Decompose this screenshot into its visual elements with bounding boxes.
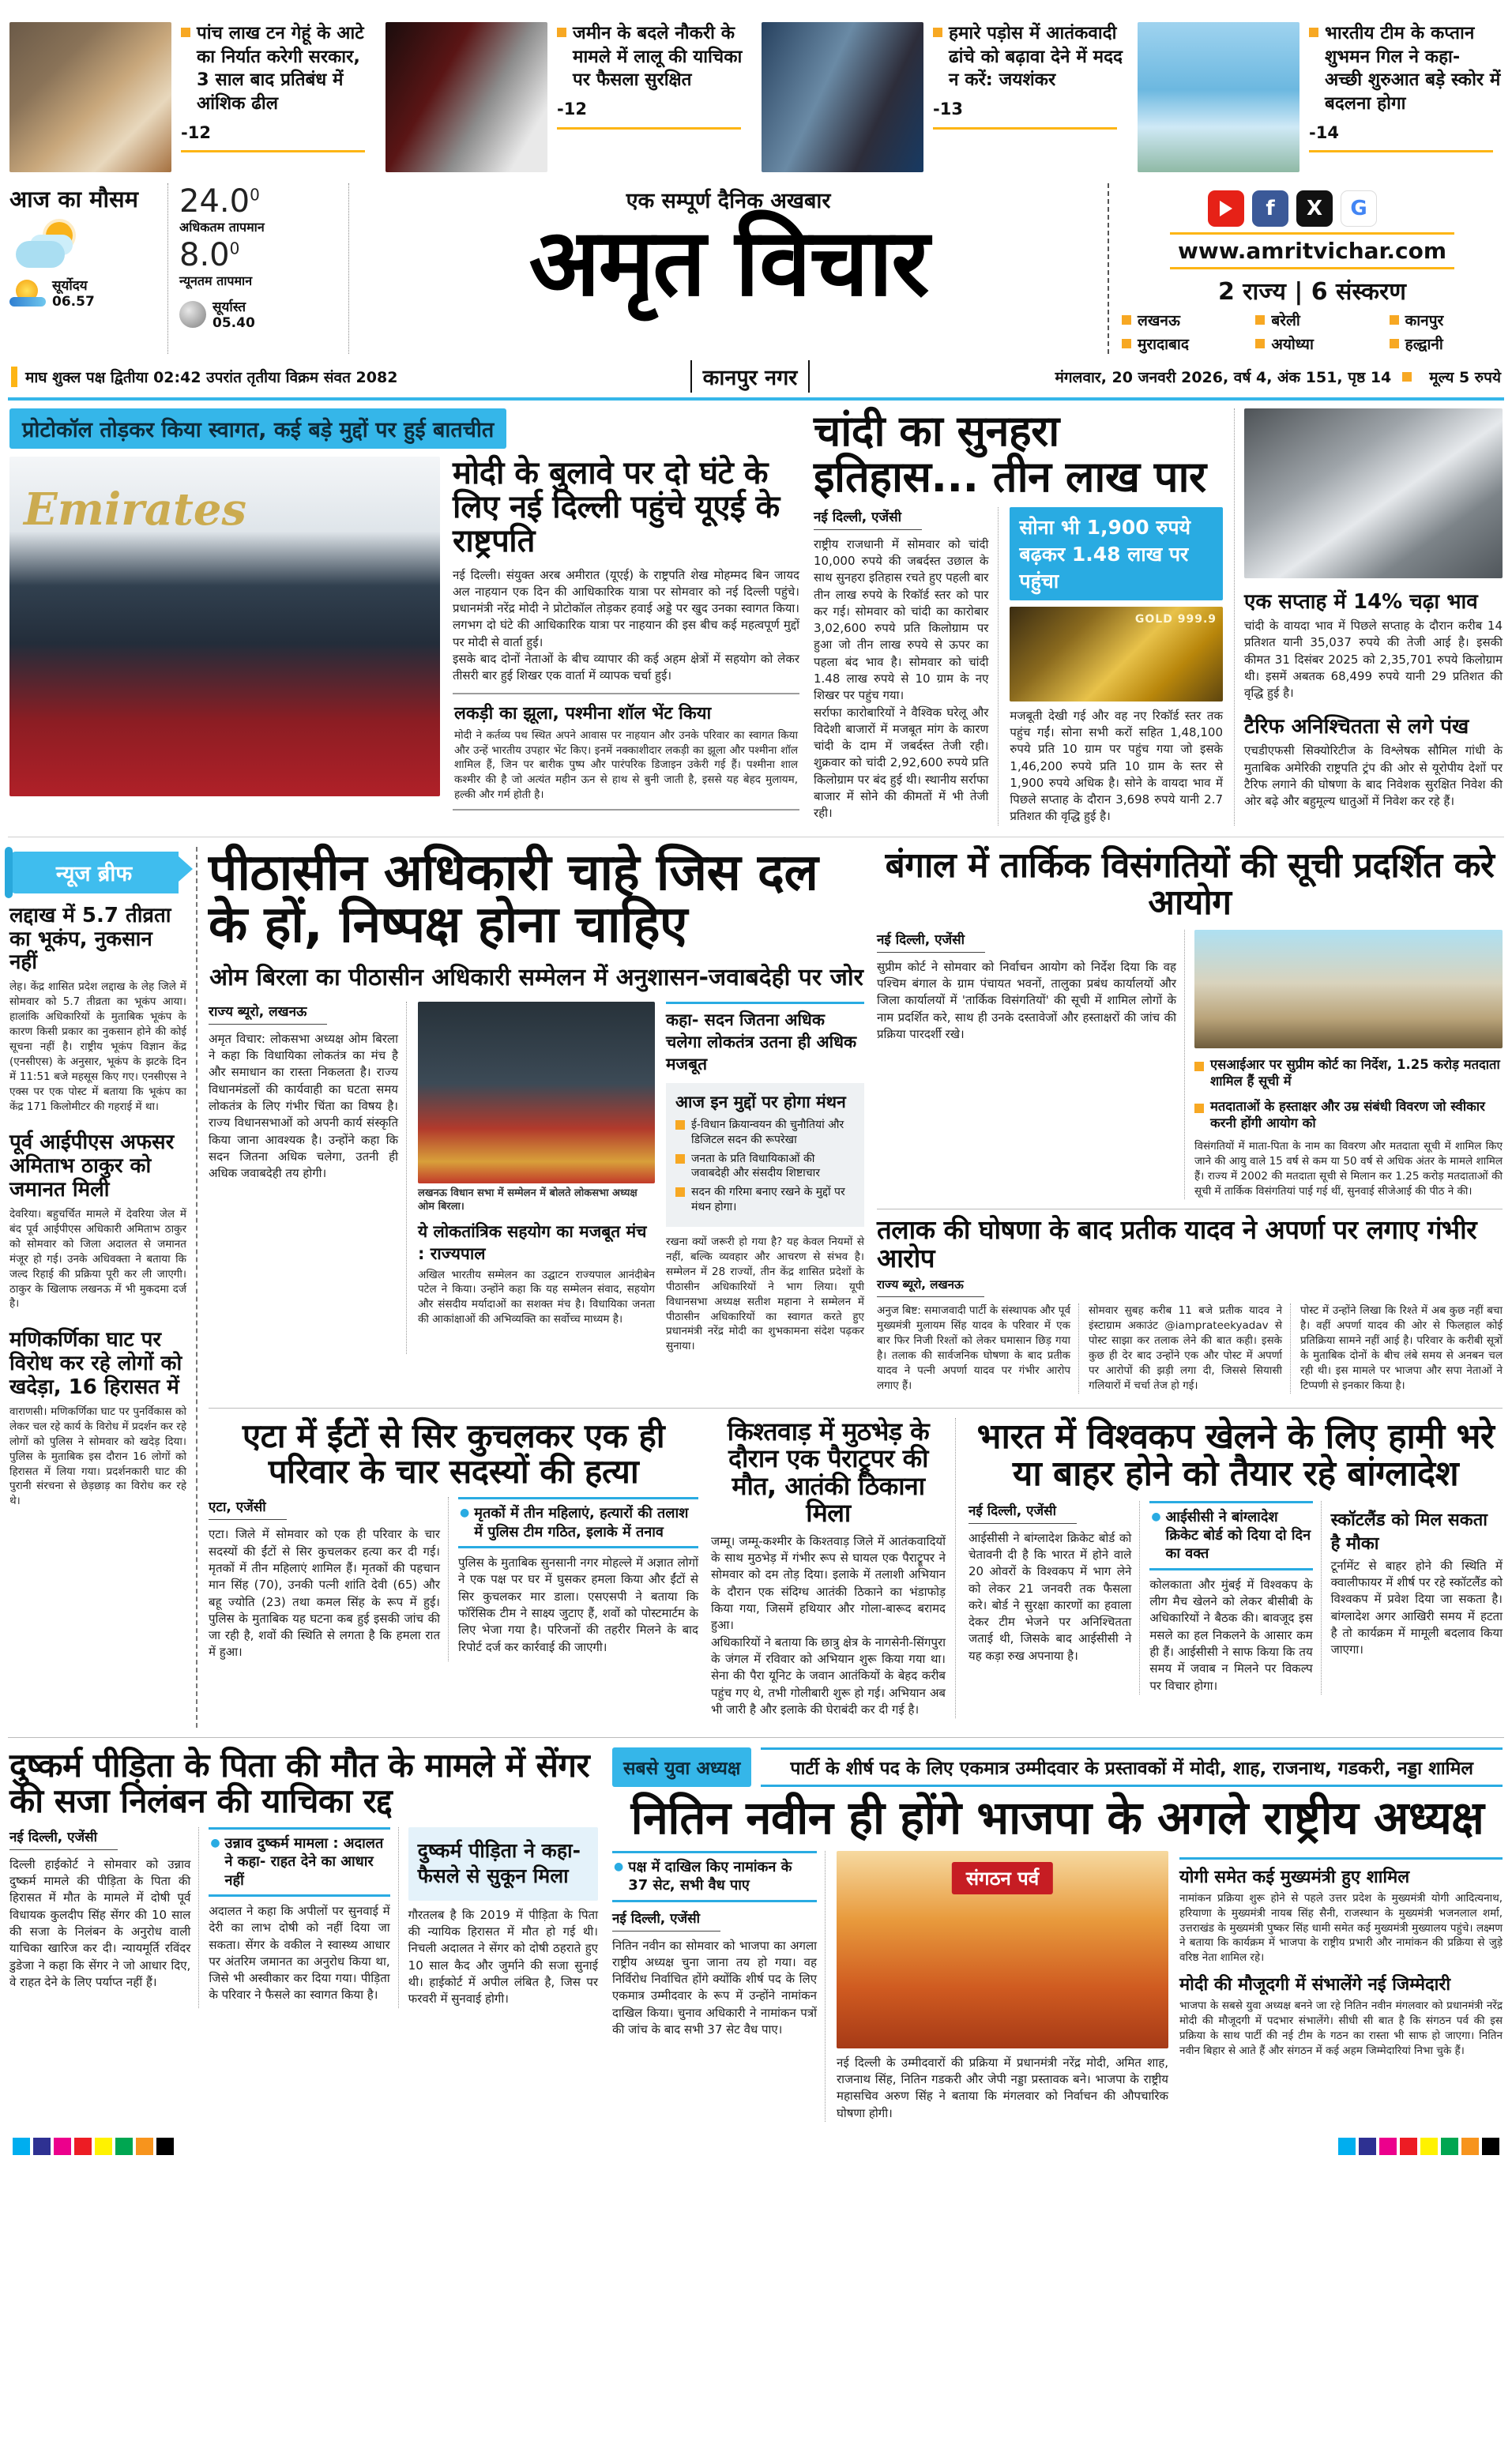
subheadline: ओम बिरला का पीठासीन अधिकारी सम्मेलन में अनुशासन-जवाबदेही पर जोर	[209, 963, 863, 991]
body-paragraph: नई दिल्ली। संयुक्त अरब अमीरात (यूएई) के राष्ट्रपति शेख मोहम्मद बिन जायद अल नाहयान एक दिन की आधिकारिक यात्रा पर सोमवार को नई दिल्ली पहुंचे। प्रधानमंत्री नरेंद्र मोदी ने प्रोटोकॉल तोड़कर हवाई अड्डे पर खुद उनका स्वागत किया। लगभग दो घंटे की आधिकारिक यात्रा पर नाहयान की इस बीच कई महत्वपूर्ण मुद्दों पर मोदी से वार्ता हुई।	[453, 567, 799, 649]
print-registration-marks	[8, 2130, 1504, 2161]
body-paragraph: गौरतलब है कि 2019 में पीड़िता के पिता की न्यायिक हिरासत में मौत हो गई थी। निचली अदालत ने सेंगर को दोषी ठहराते हुए 10 साल कैद और जुर्माने की सजा सुनाई थी। हाईकोर्ट में अपील लंबित है, जिस पर फरवरी में सुनवाई होगी।	[408, 1907, 598, 2007]
story-bullet: ● मृतकों में तीन महिलाएं, हत्यारों की तलाश में पुलिस टीम गठित, इलाके में तनाव	[458, 1497, 698, 1548]
box-body: रखना क्यों जरूरी हो गया है? यह केवल नियमों से नहीं, बल्कि व्यवहार और आचरण से संभव है। सम्मेलन में 28 राज्यों, तीन केंद्र शासित प्रदेशों के पीठासीन अधिकारियों ने भाग लिया। यूपी विधानसभा अध्यक्ष सतीश महाना ने सम्मेलन में पीठासीन अधिकारियों का स्वागत करते हुए प्रधानमंत्री नरेंद्र मोदी का शुभकामना संदेश पढ़कर सुनाया।	[666, 1236, 864, 1353]
headline: भारत में विश्वकप खेलने के लिए हामी भरे या बाहर होने को तैयार रहे बांग्लादेश	[976, 1416, 1495, 1495]
headline: पीठासीन अधिकारी चाहे जिस दल के हों, निष्पक्ष होना चाहिए	[209, 843, 818, 955]
yellow-underline	[181, 150, 365, 152]
body-paragraph: मजबूती देखी गई और वह नए रिकॉर्ड स्तर तक पहुंच गईं। सोना सभी करों सहित 1,48,100 रुपये प्रति 10 ग्राम पर पहुंच गया जो इसके 1,46,200 रुपये प्रति 10 ग्राम के स्तर से 1,900 रुपये अधिक है। सोने के वायदा भाव में पिछले सप्ताह के दौरान 3,698 रुपये यानी 2.7 प्रतिशत की वृद्धि हुई है।	[1010, 708, 1223, 824]
silver-bars-photo	[1244, 408, 1503, 578]
body-paragraph: आईसीसी ने बांग्लादेश क्रिकेट बोर्ड को चेतावनी दी है कि भारत में होने वाले 20 ओवरों के विश्वकप में भाग लेने को लेकर 21 जनवरी तक फैसला करे। बोर्ड ने सुरक्षा कारणों का हवाला देकर टीम भेजने पर अनिश्चितता जताई थी, जिसके बाद आईसीसी ने यह कड़ा रुख अपनाया है।	[969, 1530, 1132, 1663]
yellow-underline	[557, 127, 741, 130]
body-paragraph: राष्ट्रीय राजधानी में सोमवार को चांदी 10,000 रुपये की जबर्दस्त उछाल के साथ सुनहरा इतिहास रचते हुए पहली बार तीन लाख रुपये के रिकॉर्ड स्तर को पार कर गई। सोमवार को चांदी का कारोबार 3,02,600 रुपये प्रति किलोग्राम पर हुआ जो तीन लाख रुपये से ऊपर का पहला बंद भाव है। सोमवार को चांदी 1.48 लाख रुपये से 10 ग्राम के नए शिखर पर पहुंच गया।	[814, 536, 989, 703]
microphone-icon	[1385, 188, 1416, 229]
supreme-court-photo	[1194, 930, 1503, 1048]
min-temp: 8.0	[179, 237, 230, 273]
byline: नई दिल्ली, एजेंसी	[9, 1827, 118, 1850]
edition-city: कानपुर नगर	[690, 360, 811, 393]
moon-icon	[179, 301, 206, 328]
agenda-item: सदन की गरिमा बनाए रखने के मुद्दों पर मंथन होगा।	[691, 1186, 845, 1214]
byline: नई दिल्ली, एजेंसी	[814, 507, 922, 530]
headline: बंगाल में तार्किक विसंगतियों की सूची प्रदर्शित करे आयोग	[885, 844, 1495, 923]
gift-box	[453, 693, 799, 811]
sub-story-title: मोदी की मौजूदगी में संभालेंगे नई जिम्मेदारी	[1179, 1975, 1451, 1995]
gold-banner: सोना भी 1,900 रुपये बढ़कर 1.48 लाख पर पहुंचा	[1010, 507, 1223, 600]
google-icon[interactable]: G	[1341, 190, 1377, 227]
brief-title: मणिकर्णिका घाट पर विरोध कर रहे लोगों को खदेड़ा, 16 हिरासत में	[9, 1328, 182, 1400]
brief-body: देवरिया। बहुचर्चित मामले में देवरिया जेल में बंद पूर्व आईपीएस अधिकारी अमिताभ ठाकुर को सोमवार को जिला अदालत से जमानत मंजूर हो गई। उनके अधिवक्ता ने बताया कि जल्द रिहाई की प्रक्रिया पूरी कर ली जाएगी। ठाकुर के खिलाफ लखनऊ में भी मुकदमा दर्ज है।	[9, 1208, 186, 1311]
victim-quote-box: दुष्कर्म पीड़िता ने कहा- फैसले से सुकून मिला	[408, 1827, 598, 1901]
body-paragraph: सुप्रीम कोर्ट ने सोमवार को निर्वाचन आयोग को निर्देश दिया कि वह पश्चिम बंगाल के ग्राम पंचायत भवनों, तालुका प्रबंध कार्यालयों और जिला कार्यालयों में 'तार्किक विसंगतियों' की सूची में शामिल लोगों के नाम प्रदर्शित करे, साथ ही उनके दस्तावेजों और हस्ताक्षरों की जांच की प्रक्रिया पारदर्शी रखे।	[877, 959, 1176, 1041]
jaishankar-photo	[762, 22, 923, 172]
byline: एटा, एजेंसी	[209, 1497, 287, 1520]
sunset-time: 05.40	[213, 315, 255, 331]
body-paragraph: अनुज बिष्ट: समाजवादी पार्टी के संस्थापक और पूर्व मुख्यमंत्री मुलायम सिंह यादव के परिवार में एक बार फिर निजी रिश्तों को लेकर घमासान छिड़ गया है। तलाक की सार्वजनिक घोषणा के बाद प्रतीक यादव ने पत्नी अपर्णा यादव पर गंभीर आरोप लगाए हैं।	[877, 1303, 1079, 1393]
teaser-text: हमारे पड़ोस में आतंकवादी ढांचे को बढ़ावा देने में मदद न करें: जयशंकर	[949, 23, 1123, 91]
story-etah-murders[interactable]	[209, 1418, 698, 1718]
teaser-text: पांच लाख टन गेहूं के आटे का निर्यात करेगी सरकार, 3 साल बाद प्रतिबंध में आंशिक ढील	[197, 23, 364, 115]
masthead	[8, 180, 1504, 354]
body-paragraph: कोलकाता और मुंबई में विश्वकप के लीग मैच खेलने को लेकर बीसीबी के अधिकारियों ने बैठक की। बावजूद इस मसले का हल निकलने के आसार कम ही हैं। आईसीसी ने साफ किया कि तय समय में जवाब न मिलने पर विकल्प पर विचार होगा।	[1149, 1577, 1313, 1693]
bullet-square-icon	[1309, 28, 1318, 37]
editions-count: 2 राज्य | 6 संस्करण	[1217, 278, 1407, 306]
city-name: लखनऊ	[1138, 312, 1180, 329]
bjp-event-photo	[837, 1851, 1168, 2048]
body-paragraph: अधिकारियों ने बताया कि छात्रु क्षेत्र के नागसेनी-सिंगपुरा के जंगल में रविवार को अभियान शुरू किया गया था। सेना की पैरा यूनिट के जवान आतंकियों के बेहद करीब पहुंच गए थे, तभी गोलीबारी शुरू हो गई। अभियान अब भी जारी है और इलाके की घेराबंदी कर दी गई है।	[711, 1634, 946, 1717]
price: मूल्य 5 रुपये	[1429, 368, 1501, 386]
silver-sidebar	[1234, 408, 1503, 826]
teaser-item[interactable]	[386, 22, 750, 172]
cloud-sun-icon	[16, 222, 77, 268]
teaser-text: भारतीय टीम के कप्तान शुभमन गिल ने कहा- अच्छी शुरुआत बड़े स्कोर में बदलना होगा	[1325, 23, 1501, 115]
x-icon[interactable]: X	[1296, 190, 1333, 227]
photo-caption: लखनऊ विधान सभा में सम्मेलन में बोलते लोकसभा अध्यक्ष ओम बिरला।	[418, 1187, 638, 1213]
sangathan-parv-banner: संगठन पर्व	[952, 1862, 1053, 1894]
box-body: मोदी ने कर्तव्य पथ स्थित अपने आवास पर नाहयान और उनके परिवार का स्वागत किया और उन्हें भारतीय उपहार भेंट किए। इनमें नक्काशीदार लकड़ी का झूला और पश्मीना शॉल शामिल हैं, जिन पर बारीक पुष्प और पारंपरिक डिजाइन उकेरी गई हैं। पश्मीना शाल कश्मीर की है जो अत्यंत महीन ऊन से हाथ से बुनी जाती है, इससे यह बेहद मुलायम, हल्की और गर्म होती है।	[454, 728, 798, 802]
body-paragraph: अदालत ने कहा कि अपीलों पर सुनवाई में देरी का लाभ दोषी को नहीं दिया जा सकता। सेंगर के वकील ने स्वास्थ्य आधार पर अंतरिम जमानत का अनुरोध किया था, जिसे भी अस्वीकार कर दिया गया। पीड़िता के परिवार ने फैसले का स्वागत किया है।	[209, 1903, 390, 2003]
sunrise-icon	[9, 280, 46, 307]
body-paragraph: सर्राफा कारोबारियों ने वैश्विक घरेलू और विदेशी बाजारों में मजबूत मांग के कारण चांदी के दाम में जबर्दस्त तेजी रही। शुक्रवार को चांदी 2,92,600 रुपये प्रति किलोग्राम पर बंद हुई थी। स्थानीय सर्राफा बाजार में सोने की कीमतों में भी तेजी रही।	[814, 705, 989, 821]
governor-subhead: ये लोकतांत्रिक सहयोग का मजबूत मंच : राज्यपाल	[418, 1221, 647, 1263]
body-paragraph: दिल्ली हाईकोर्ट ने सोमवार को उन्नाव दुष्कर्म मामले की पीड़िता के पिता की हिरासत में मौत के मामले में दोषी पूर्व विधायक कुलदीप सिंह सेंगर की 10 साल की सजा के निलंबन के अनुरोध वाली याचिका खारिज कर दी। न्यायमूर्ति रविंदर डुडेजा ने कहा कि सेंगर ने जो आधार दिए, वे राहत देने के लिए पर्याप्त नहीं हैं।	[9, 1856, 191, 1989]
page-ref: -14	[1309, 122, 1339, 142]
sunrise-time: 06.57	[52, 294, 95, 310]
conference-photo	[418, 1002, 655, 1183]
sub-story-title: योगी समेत कई मुख्यमंत्री हुए शामिल	[1179, 1857, 1503, 1888]
body-paragraph: जम्मू। जम्मू-कश्मीर के किश्तवाड़ जिले में आतंकवादियों के साथ मुठभेड़ में गंभीर रूप से घायल एक पैराट्रूपर ने सोमवार को दम तोड़ दिया। इलाके में तलाशी अभियान के दौरान एक संदिग्ध आतंकी ठिकाने का भंडाफोड़ किया गया, जिसमें हथियार और गोला-बारूद बरामद हुआ।	[711, 1533, 946, 1633]
social-icons	[1208, 188, 1416, 229]
sidebar-body: चांदी के वायदा भाव में पिछले सप्ताह के दौरान करीब 14 प्रतिशत यानी 35,037 रुपये की तेजी आई है। इसकी कीमत 31 दिसंबर 2025 को 2,35,701 रुपये किलोग्राम थी। इसमें अबतक 68,499 रुपये यानी 29 प्रतिशत की वृद्धि हुई है।	[1244, 619, 1503, 701]
city-name: बरेली	[1271, 312, 1300, 329]
sidebar-title: एक सप्ताह में 14% चढ़ा भाव	[1244, 590, 1478, 614]
news-brief-banner: न्यूज ब्रीफ	[9, 852, 179, 893]
website-url[interactable]: www.amritvichar.com	[1170, 232, 1454, 269]
story-bengal-ec[interactable]	[877, 844, 1503, 1199]
teaser-strip	[8, 5, 1504, 180]
sunset-label: सूर्यास्त	[213, 299, 246, 315]
facebook-icon[interactable]: f	[1252, 190, 1288, 227]
sub-story-body: नामांकन प्रक्रिया शुरू होने से पहले उत्तर प्रदेश के मुख्यमंत्री योगी आदित्यनाथ, हरियाणा के मुख्यमंत्री नायब सिंह सैनी, राजस्थान के मुख्यमंत्री भजनलाल शर्मा, उत्तराखंड के मुख्यमंत्री पुष्कर सिंह धामी समेत कई मुख्यमंत्री मुख्यालय पहुंचे। लक्ष्मण ने बताया कि कार्यक्रम में भाजपा के राष्ट्रीय प्रभारी और नामांकन की प्रक्रिया से जुड़े वरिष्ठ नेता शामिल रहे।	[1179, 1891, 1503, 1965]
kicker: प्रोटोकॉल तोड़कर किया स्वागत, कई बड़े मुद्दों पर हुई बातचीत	[9, 408, 506, 449]
body-paragraph: पुलिस के मुताबिक सुनसानी नगर मोहल्ले में अज्ञात लोगों ने एक पक्ष पर घर में घुसकर हमला किया और ईंटों से सिर कुचलकर मार डाला। एसएसपी ने बताया कि फॉरेंसिक टीम ने साक्ष्य जुटाए हैं, शवों को पोस्टमार्टम के लिए भेजा गया है। परिजनों की तहरीर मिलने के बाद रिपोर्ट दर्ज कर कार्रवाई की जाएगी।	[458, 1555, 698, 1654]
byline: राज्य ब्यूरो, लखनऊ	[877, 1277, 984, 1297]
max-temp-label: अधिकतम तापमान	[179, 220, 265, 235]
brief-item[interactable]	[9, 1131, 186, 1311]
box-title: कहा- सदन जितना अधिक चलेगा लोकतंत्र उतना ही अधिक मजबूत	[666, 1002, 864, 1075]
story-sengar-plea[interactable]	[9, 1747, 598, 2122]
city-name: हल्द्वानी	[1405, 336, 1443, 353]
sunrise-label: सूर्योदय	[52, 278, 88, 294]
agenda-title: आज इन मुद्दों पर होगा मंथन	[675, 1092, 846, 1112]
story-bullet: ● पक्ष में दाखिल किए नामांकन के 37 सेट, सभी वैध पाए	[612, 1851, 817, 1902]
news-brief-rail	[9, 847, 197, 1728]
uae-welcome-photo	[9, 457, 440, 796]
story-presiding-officers[interactable]	[209, 843, 864, 1394]
emirates-plane-text: Emirates	[24, 483, 247, 536]
byline: राज्य ब्यूरो, लखनऊ	[209, 1002, 327, 1025]
body-paragraph: एटा। जिले में सोमवार को एक ही परिवार के चार सदस्यों की ईंटों से सिर कुचलकर हत्या कर दी गई। मृतकों में तीन महिलाएं शामिल हैं। मृतकों की पहचान मान सिंह (70), उनकी पत्नी शांति देवी (65) और बहू ज्योति (23) तथा कमल सिंह के रूप में हुई। पुलिस के मुताबिक यह घटना कब हुई इसकी जांच की जा रही है, शवों की स्थिति से लगता है कि हमला रात में हुआ।	[209, 1527, 440, 1660]
yellow-underline	[933, 127, 1117, 130]
sub-story-body: टूर्नामेंट से बाहर होने की स्थिति में क्वालीफायर में शीर्ष पर रहे स्कॉटलैंड को विश्वकप में प्रवेश दिया जा सकता है। बांग्लादेश अगर आखिरी समय में हटता है तो कार्यक्रम में मामूली बदलाव किया जाएगा।	[1330, 1558, 1503, 1657]
issue-date: मंगलवार, 20 जनवरी 2026, वर्ष 4, अंक 151, पृष्ठ 14	[1055, 368, 1392, 386]
bullet-square-icon	[181, 28, 190, 37]
page-ref: -12	[557, 100, 587, 119]
agenda-box	[666, 1083, 864, 1227]
story-bjp-president[interactable]	[612, 1747, 1503, 2122]
story-uae-president[interactable]	[9, 408, 799, 826]
gill-photo	[1138, 22, 1299, 172]
brief-title: लद्दाख में 5.7 तीव्रता का भूकंप, नुकसान नहीं	[9, 903, 171, 975]
sidebar-body: एचडीएफसी सिक्योरिटीज के विश्लेषक सौमिल गांधी के मुताबिक अमेरिकी राष्ट्रपति ट्रंप की ओर से यूरोपीय देशों पर टैरिफ लगाने की घोषणा के बाद निवेशक सुरक्षित निवेश की ओर बढ़े और बहुमूल्य धातुओं में निवेश कर रहे हैं।	[1244, 743, 1503, 809]
sidebar-title: टैरिफ अनिश्चितता से लगे पंख	[1244, 715, 1469, 739]
panchang-text: माघ शुक्ल पक्ष द्वितीया 02:42 उपरांत तृतीया विक्रम संवत 2082	[25, 368, 398, 386]
headline: एटा में ईंटों से सिर कुचलकर एक ही परिवार के चार सदस्यों की हत्या	[242, 1416, 665, 1491]
byline: नई दिल्ली, एजेंसी	[612, 1909, 720, 1932]
dateline-row	[8, 354, 1504, 397]
bullet-square-icon	[557, 28, 566, 37]
body-paragraph: इसके बाद दोनों नेताओं के बीच व्यापार की कई अहम क्षेत्रों में सहयोग को लेकर तीसरी बार हुई शिखर एक वार्ता में व्यापक चर्चा हुई।	[453, 652, 799, 683]
agenda-item: जनता के प्रति विधायिकाओं की जवाबदेही और संसदीय शिष्टाचार	[691, 1152, 820, 1180]
body-paragraph: अमृत विचार: लोकसभा अध्यक्ष ओम बिरला ने कहा कि विधायिका लोकतंत्र का मंच है और समाधान का रास्ता निकलता है। राज्य विधानमंडलों की कार्यवाही का घटता समय लोकतंत्र के लिए गंभीर चिंता का विषय है। राज्य विधानसभाओं को अपनी कार्य संस्कृति किया जाना आवश्यक है। उन्होंने कहा कि सदन जितना अधिक चलेगा, उतनी ही अधिक जवाबदेही तय होगी।	[209, 1031, 398, 1181]
max-temp: 24.0	[179, 183, 250, 220]
story-prateek-aparna[interactable]	[877, 1209, 1503, 1394]
story-bullet: ● आईसीसी ने बांग्लादेश क्रिकेट बोर्ड को दिया दो दिन का वक्त	[1149, 1501, 1312, 1570]
sub-story-body: भाजपा के सबसे युवा अध्यक्ष बनने जा रहे नितिन नवीन मंगलवार को प्रधानमंत्री नरेंद्र मोदी की मौजूदगी में पदभार संभालेंगे। सीधी सी बात है कि संगठन पर्व की इस प्रक्रिया के साथ पार्टी की नई टीम के गठन का रास्ता भी साफ हो जाएगा। नितिन नवीन बिहार से आते हैं और संगठन में कई अहम जिम्मेदारियां निभा चुके हैं।	[1179, 1999, 1503, 2057]
teaser-text: जमीन के बदले नौकरी के मामले में लालू की याचिका पर फैसला सुरक्षित	[573, 23, 743, 91]
weather-label: आज का मौसम	[9, 186, 138, 213]
headline: किश्तवाड़ में मुठभेड़ के दौरान एक पैराट्रूपर की मौत, आतंकी ठिकाना मिला	[727, 1416, 930, 1529]
page-ref: -12	[181, 122, 211, 142]
story-kishtwar[interactable]	[711, 1418, 956, 1718]
sub-story-title: स्कॉटलैंड को मिल सकता है मौका	[1330, 1510, 1488, 1554]
youngest-president-box: सबसे युवा अध्यक्ष	[612, 1747, 751, 1787]
teaser-item[interactable]	[9, 22, 374, 172]
brief-body: वाराणसी। मणिकर्णिका घाट पर पुनर्विकास को लेकर चल रहे कार्य के विरोध में प्रदर्शन कर रहे लोगों को पुलिस ने सोमवार को खदेड़ दिया। पुलिस के मुताबिक इस दौरान 16 लोगों को हिरासत में लिया गया। प्रदर्शनकारी घाट की पुरानी संरचना से छेड़छाड़ का विरोध कर रहे थे।	[9, 1405, 186, 1508]
bengal-bullet: मतदाताओं के हस्ताक्षर और उम्र संबंधी विवरण जो स्वीकार करनी होंगी आयोग को	[1210, 1098, 1485, 1131]
min-temp-label: न्यूनतम तापमान	[179, 273, 253, 288]
brief-title: पूर्व आईपीएस अफसर अमिताभ ठाकुर को जमानत मिली	[9, 1130, 175, 1202]
flour-photo	[9, 22, 171, 172]
body-paragraph: विसंगतियों में माता-पिता के नाम का विवरण और मतदाता सूची में शामिल किए जाने की आयु वाले 15 वर्ष से कम या 50 वर्ष से अधिक अंतर के मामले शामिल हैं। राज्य में 2002 की मतदाता सूची से मिलान कर 1.25 करोड़ मतदाताओं की सूची में तार्किक विसंगतियां पाई गई थीं, सुनवाई सीजेआई की पीठ ने की।	[1194, 1140, 1503, 1198]
brief-item[interactable]	[9, 1329, 186, 1509]
bengal-bullet: एसआईआर पर सुप्रीम कोर्ट का निर्देश, 1.25 करोड़ मतदाता शामिल हैं सूची में	[1210, 1056, 1500, 1089]
box-title: लकड़ी का झूला, पश्मीना शॉल भेंट किया	[454, 703, 712, 724]
brief-body: लेह। केंद्र शासित प्रदेश लद्दाख के लेह जिले में सोमवार को 5.7 तीव्रता का भूकंप आया। हालांकि अधिकारियों के मुताबिक भूकंप के कारण किसी प्रकार का नुकसान होने की कोई सूचना नहीं है। राष्ट्रीय भूकंप विज्ञान केंद्र (एनसीएस) के अनुसार, भूकंप के झटके दिन में 11:51 बजे महसूस किए गए। एनसीएस ने एक्स पर एक पोस्ट में बताया कि भूकंप का केंद्र 171 किलोमीटर की गहराई में था।	[9, 980, 186, 1113]
story-silver-record[interactable]	[814, 408, 1503, 826]
masthead-right	[1108, 183, 1503, 354]
city-name: कानपुर	[1405, 312, 1444, 329]
teaser-item[interactable]	[1138, 22, 1503, 172]
headline: मोदी के बुलावे पर दो घंटे के लिए नई दिल्ली पहुंचे यूएई के राष्ट्रपति	[453, 455, 780, 560]
headline: चांदी का सुनहरा इतिहास... तीन लाख पार	[814, 406, 1206, 502]
bullet-square-icon	[933, 28, 942, 37]
body-paragraph: सोमवार सुबह करीब 11 बजे प्रतीक यादव ने इंस्टाग्राम अकाउंट @iamprateekyadav से पोस्ट साझा कर तलाक लेने की बात कही। इसके कुछ ही देर बाद उन्होंने एक और पोस्ट में अपर्णा पर आरोपों की झड़ी लगा दी, जिससे सियासी गलियारों में चर्चा तेज हो गई।	[1089, 1303, 1291, 1393]
story-worldcup-bangladesh[interactable]	[969, 1418, 1503, 1718]
headline: तलाक की घोषणा के बाद प्रतीक यादव ने अपर्णा पर लगाए गंभीर आरोप	[877, 1214, 1477, 1273]
byline: नई दिल्ली, एजेंसी	[969, 1501, 1077, 1524]
gold-photo-text: GOLD 999.9	[1134, 612, 1217, 626]
city-name: अयोध्या	[1271, 336, 1314, 353]
yellow-underline	[1309, 150, 1493, 152]
body-paragraph: नई दिल्ली के उम्मीदवारों की प्रक्रिया में प्रधानमंत्री नरेंद्र मोदी, अमित शाह, राजनाथ सिंह, नितिन गडकरी और जेपी नड्डा प्रस्तावक बने। भाजपा के राष्ट्रीय महासचिव अरुण सिंह ने बताया कि मंगलवार को निर्वाचन की औपचारिक घोषणा होगी।	[837, 2055, 1168, 2120]
weather-widget: आज का मौसम सूर्योदय 06.57 24.0$^0$ अधिकतम तापमान $8.0^0$ न्यूनतम तापमान सूर्यास्त 05.40	[9, 183, 349, 354]
headline: दुष्कर्म पीड़िता के पिता की मौत के मामले में सेंगर की सजा निलंबन की याचिका रद्द	[9, 1746, 590, 1821]
newspaper-logo: अमृत विचार	[528, 208, 928, 317]
kicker: पार्टी के शीर्ष पद के लिए एकमात्र उम्मीदवार के प्रस्तावकों में मोदी, शाह, राजनाथ, गडकरी, नड्डा शामिल	[761, 1747, 1503, 1787]
youtube-icon[interactable]	[1208, 190, 1244, 227]
byline: नई दिल्ली, एजेंसी	[877, 930, 985, 953]
teaser-item[interactable]	[762, 22, 1126, 172]
governor-body: अखिल भारतीय सम्मेलन का उद्घाटन राज्यपाल आनंदीबेन पटेल ने किया। उन्होंने कहा कि यह सम्मेलन संवाद, सहयोग और संसदीय मर्यादाओं का सशक्त मंच है। विधायिका जनता की आकांक्षाओं की अभिव्यक्ति का सर्वोच्च माध्यम है।	[418, 1268, 655, 1326]
tagline: एक सम्पूर्ण दैनिक अखबार	[626, 189, 831, 213]
body-paragraph: नितिन नवीन का सोमवार को भाजपा का अगला राष्ट्रीय अध्यक्ष चुना जाना तय हो गया। वह निर्विरोध निर्वाचित होंगे क्योंकि शीर्ष पद के लिए एकमात्र उम्मीदवार के रूप में उन्होंने नामांकन दाखिल किया। चुनाव अधिकारी ने नामांकन पत्रों की जांच के बाद सभी 37 सेट वैध पाए।	[612, 1938, 817, 2037]
page-ref: -13	[933, 100, 963, 119]
city-name: मुरादाबाद	[1138, 336, 1189, 353]
lalu-photo	[386, 22, 547, 172]
gold-bars-photo	[1010, 607, 1223, 702]
body-paragraph: पोस्ट में उन्होंने लिखा कि रिश्ते में अब कुछ नहीं बचा है। वहीं अपर्णा यादव की ओर से फिलहाल कोई प्रतिक्रिया सामने नहीं आई है। परिवार के करीबी सूत्रों के मुताबिक दोनों के बीच लंबे समय से अनबन चल रही थी। इस मामले पर भाजपा और सपा नेताओं ने टिप्पणी से इनकार किया है।	[1300, 1304, 1503, 1392]
story-bullet: ● उन्नाव दुष्कर्म मामला : अदालत ने कहा- राहत देने का आधार नहीं	[209, 1827, 389, 1897]
brief-item[interactable]	[9, 905, 186, 1115]
headline: नितिन नवीन ही होंगे भाजपा के अगले राष्ट्रीय अध्यक्ष	[630, 1791, 1484, 1845]
agenda-item: ई-विधान क्रियान्वयन की चुनौतियां और डिजिटल सदन की रूपरेखा	[691, 1118, 844, 1146]
